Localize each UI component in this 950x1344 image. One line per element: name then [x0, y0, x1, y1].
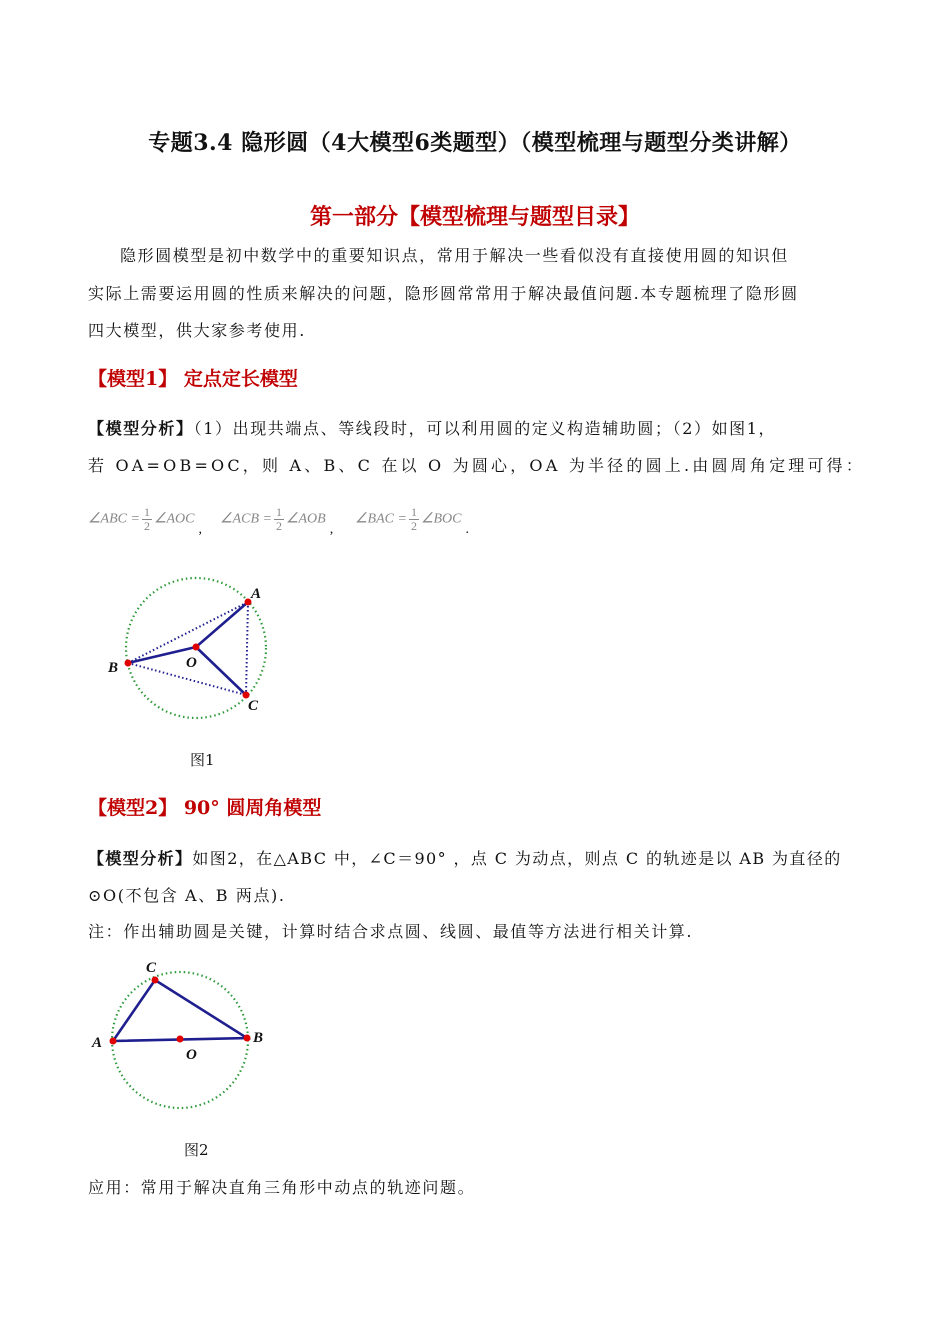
formula-abc: ∠ABC = $\frac{1}{2}$ ∠AOC,: [88, 505, 203, 537]
figure-2-caption: 图2: [184, 1141, 209, 1159]
model2-application: 应用：常用于解决直角三角形中动点的轨迹问题。: [88, 1178, 476, 1197]
section-heading: 第一部分【模型梳理与题型目录】: [309, 204, 640, 230]
model2-analysis-line-2: ⊙O(不包含 A、B 两点).: [88, 886, 286, 905]
analysis-text: 如图2，在△ABC 中，∠C＝90° ，点 C 为动点，则点 C 的轨迹是以 AB 为直径的: [192, 849, 842, 868]
formula-acb: ∠ACB = $\frac{1}{2}$ ∠AOB,: [220, 505, 334, 537]
document-title: 专题3.4 隐形圆（4大模型6类题型）（模型梳理与题型分类讲解）: [148, 130, 802, 156]
figure-1: [107, 578, 266, 718]
label-c: C: [146, 960, 157, 976]
label-c: C: [248, 698, 259, 714]
analysis-label: 【模型分析】: [88, 419, 194, 438]
model1-heading: 【模型1】 定点定长模型: [88, 368, 298, 390]
label-a: A: [251, 586, 262, 602]
analysis-label: 【模型分析】: [88, 849, 193, 868]
formula-bac: ∠BAC = $\frac{1}{2}$ ∠BOC.: [355, 505, 470, 537]
triangle-abc: [113, 980, 247, 1041]
model2-analysis-line-1: [88, 846, 842, 869]
intro-line-3: 四大模型，供大家参考使用.: [88, 321, 306, 340]
intro-line-2: 实际上需要运用圆的性质来解决的问题，隐形圆常常用于解决最值问题.本专题梳理了隐形圆: [88, 284, 799, 303]
label-o: O: [186, 655, 197, 671]
point-a: [110, 1038, 117, 1045]
figure-1-caption: 图1: [190, 751, 215, 769]
intro-line-1: 隐形圆模型是初中数学中的重要知识点，常用于解决一些看似没有直接使用圆的知识但: [120, 246, 789, 265]
point-o: [177, 1036, 184, 1043]
dotted-ac: [246, 602, 248, 695]
label-o: O: [186, 1047, 197, 1063]
analysis-text: （1）出现共端点、等线段时，可以利用圆的定义构造辅助圆；（2）如图1，: [193, 419, 777, 438]
dotted-ba: [128, 602, 248, 663]
model2-heading: 【模型2】 90° 圆周角模型: [88, 797, 322, 819]
point-b: [244, 1035, 251, 1042]
label-b: B: [253, 1030, 264, 1046]
figure-2: [91, 960, 263, 1108]
model2-note: 注：作出辅助圆是关键，计算时结合求点圆、线圆、最值等方法进行相关计算.: [88, 922, 694, 941]
point-b: [125, 660, 132, 667]
point-o: [193, 644, 200, 651]
label-b: B: [108, 660, 119, 676]
label-a: A: [92, 1035, 103, 1051]
model1-analysis-line-2: 若 OA=OB=OC，则 A、B、C 在以 O 为圆心，OA 为半径的圆上.由圆周角定理可得：: [88, 456, 866, 475]
point-c: [152, 977, 159, 984]
